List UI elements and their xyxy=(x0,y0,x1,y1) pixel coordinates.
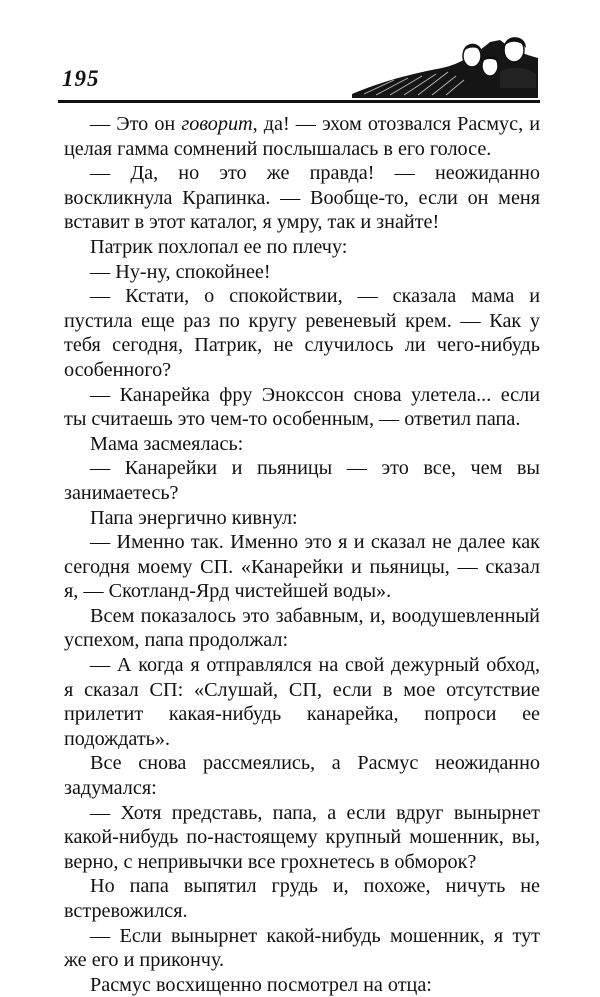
paragraph: Все снова рассмеялись, а Расмус неожиданно задумался: xyxy=(64,752,540,800)
paragraph: — А когда я отправлялся на свой дежурный обход, я сказал СП: «Слушай, СП, если в мое отсутствие прилетит какая-нибудь канарейка, попроси ее подождать». xyxy=(64,654,540,750)
paragraph: Всем показалось это забавным, и, воодушевленный успехом, папа продолжал: xyxy=(64,604,540,652)
paragraph: — Да, но это же правда! — неожиданно воскликнула Крапинка. — Вообще-то, если он меня вставит в этот каталог, я умру, так и знайте! xyxy=(64,162,540,234)
text-body xyxy=(64,112,540,997)
paragraph: Мама засмеялась: xyxy=(90,432,244,455)
paragraph: — Кстати, о спокойствии, — сказала мама и пустила еще раз по кругу ревеневый крем. — Как у тебя сегодня, Патрик, не случилось ли чего-нибудь особенного? xyxy=(64,285,540,381)
paragraph: — Хотя представь, папа, а если вдруг вынырнет какой-нибудь по-настоящему крупный мошенник, вы, верно, с непривычки все грохнетесь в обморок? xyxy=(64,801,540,873)
paragraph: — Канарейки и пьяницы — это все, чем вы занимаетесь? xyxy=(64,457,540,504)
paragraph: — Канарейка фру Энокссон снова улетела... если ты считаешь это чем-то особенным, — ответил папа. xyxy=(64,383,540,431)
page-header xyxy=(58,28,540,104)
paragraph: Но папа выпятил грудь и, похоже, ничуть не встревожился. xyxy=(64,875,540,922)
paragraph: — Это он говорит, да! — эхом отозвался Расмус, и целая гамма сомнений послышалась в его голосе. xyxy=(64,113,541,160)
paragraph: — Ну-ну, спокойнее! xyxy=(90,260,271,283)
paragraph: — Если вынырнет какой-нибудь мошенник, я тут же его и прикончу. xyxy=(64,924,540,972)
header-rule xyxy=(58,100,540,103)
paragraph: — Именно так. Именно это я и сказал не далее как сегодня моему СП. «Канарейки и пьяницы, — сказал я, — Скотланд-Ярд чистейшей воды». xyxy=(64,531,540,603)
page-number: 195 xyxy=(62,66,100,91)
emphasis: говорит xyxy=(181,113,253,135)
paragraph: Папа энергично кивнул: xyxy=(90,506,298,529)
paragraph: Патрик похлопал ее по плечу: xyxy=(90,235,348,258)
header-illustration xyxy=(350,28,540,102)
paragraph: Расмус восхищенно посмотрел на отца: xyxy=(90,973,432,996)
